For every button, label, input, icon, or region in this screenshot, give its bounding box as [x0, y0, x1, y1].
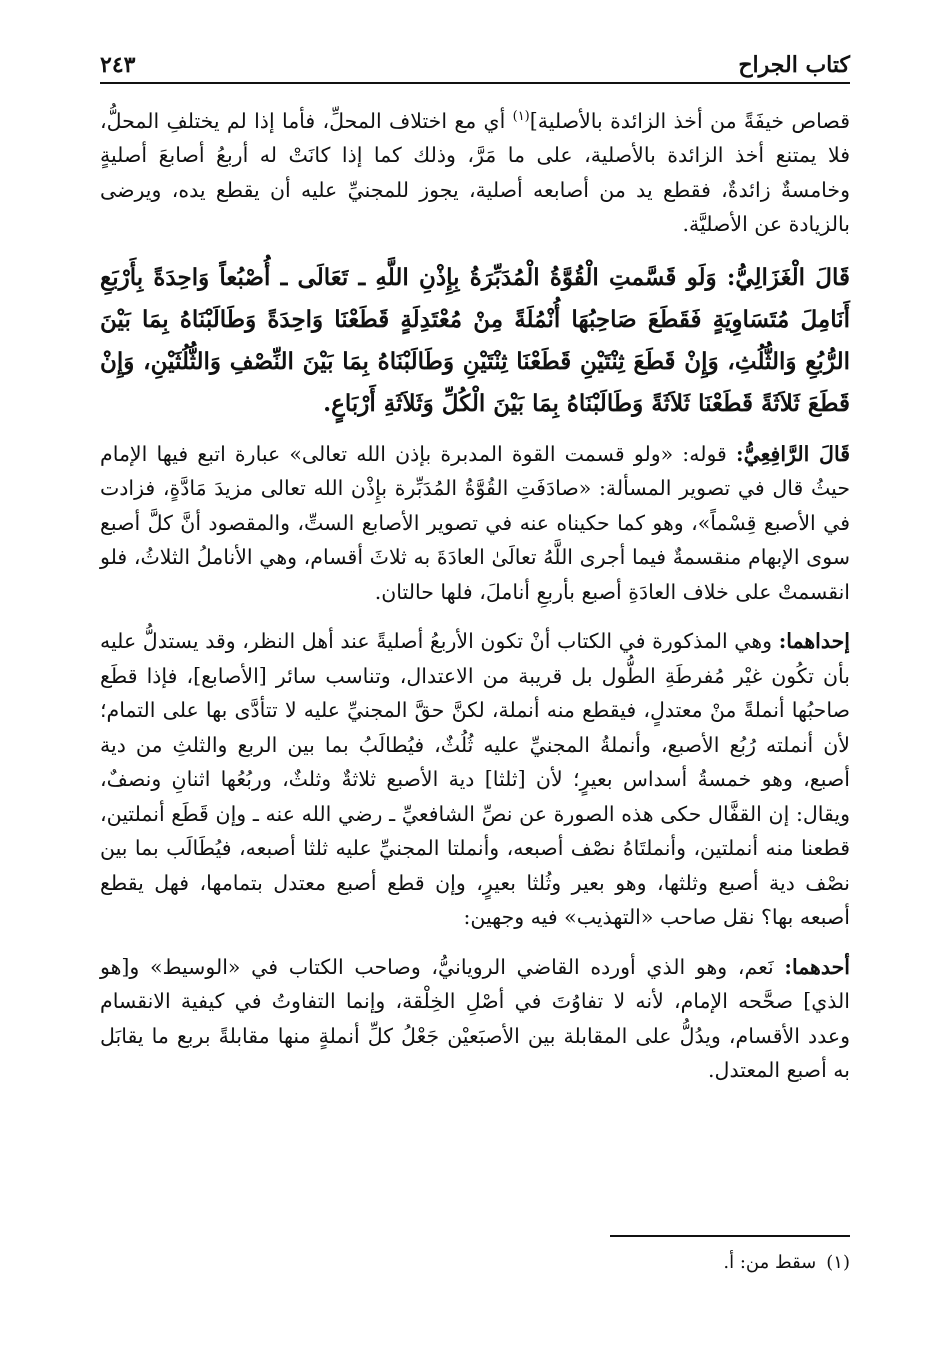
paragraph-4 — [100, 624, 850, 935]
paragraph-5-text: نَعم، وهو الذي أورده القاضي الرويانيُّ، وصاحب الكتاب في «الوسيط» و[هو الذي] صحَّحه الإمام، لأنه لا تفاوُتَ في أصْلِ الخِلْقة، وإنما التفاوتُ في كيفية الانقسام وعدد الأقسام، ويدُلُّ على المقابلة بين الأصبَعيْن جَعْلُ كلِّ أنملةٍ منها مقابلةً بربع ما يقابَل به أصبع المعتدل. — [100, 954, 850, 1083]
paragraph-1-text-a: قصاص خيفَةً من أخذ الزائدة بالأصلية] — [529, 108, 851, 133]
speaker-ihdahuma: إحداهما: — [778, 629, 850, 654]
speaker-ahaduhuma: أحدهما: — [784, 954, 850, 979]
paragraph-3 — [100, 437, 850, 610]
paragraph-4-text: وهي المذكورة في الكتاب أنْ تكون الأربعُ أصليةً عند أهل النظر، وقد يستدلُّ عليه بأن تكُون غيْر مُفرطَةِ الطُّول بل قريبة من الاعتدال، وتناسب سائر [الأصابع]، فإذا قطَع صاحبُها أنملةً منْ معتدلٍ، فيقطع منه أنملة، لكنَّ حقَّ المجنيِّ عليه لا تتأدَّى بها على التمام؛ لأن أنملته رُبُع الأصبع، وأنملةُ المجنيِّ عليه ثُلُثٌ، فيُطالَبُ بما بين الربع والثلثِ من دية أصبع، وهو خمسةُ أسداس بعيرٍ؛ لأن [ثلثا] دية الأصبع ثلاثةٌ وثلثٌ، وربُعُها اثنانِ ونصفٌ، ويقال: إن القفَّال حكى هذه الصورة عن نصِّ الشافعيِّ ـ رضي الله عنه ـ وإن قَطَع أنملتين، قطعنا منه أنملتين، وأنملتَاهُ نصْف أصبعه، وأنملتا المجنيِّ عليه ثلثا أصبعه، فيُطَالَب بما بين نصْف دية أصبع وثلثها، وهو بعير وثُلثا بعيرٍ، وإن قطع أصبع معتدل بتمامها، فهل يقطع أصبعه بها؟ نقل صاحب «التهذيب» فيه وجهين: — [100, 629, 850, 930]
page-number: ٢٤٣ — [100, 52, 136, 78]
footnote — [723, 1250, 850, 1276]
page-header — [100, 40, 850, 84]
paragraph-1 — [100, 100, 850, 242]
paragraph-3-text: قوله: «ولو قسمت القوة المدبرة بإذن الله تعالى» عبارة اتبع فيها الإمام حيثُ قال في تصوير المسألة: «صادَفَتِ القُوَّةُ المُدَبِّرة بإِذْن الله تعالى مزيدَ مَادَّةٍ، فزادت في الأصبع قِسْماً»، وهو كما حكيناه عنه في تصوير الأصابع الستِّ، والمقصود أنَّ كلَّ أصبع سوى الإبهام منقسمةٌ فيما أجرى اللَّهُ تعالَىٰ العادَةَ به ثلاثَ أقسام، وهي الأناملُ الثلاثُ، فلو انقسمتْ على خلاف العادَةِ أصبع بأربعِ أناملَ، فلها حالتان. — [100, 441, 850, 604]
running-title: كتاب الجراح — [738, 52, 850, 78]
paragraph-5 — [100, 950, 850, 1088]
footnote-divider — [610, 1235, 850, 1237]
speaker-rafii: قَالَ الرَّافِعِيُّ: — [736, 441, 851, 466]
page — [100, 40, 850, 1340]
main-text — [100, 100, 850, 1088]
footnote-marker[interactable]: (١) — [512, 109, 530, 124]
footnote-number: (١) — [826, 1252, 850, 1273]
paragraph-1-text-b: أي مع اختلاف المحلِّ، فأما إذا لم يختلفِ المحلُّ، فلا يمتنع أخذ الزائدة بالأصلية، على ما مَرَّ، وذلك كما إذا كانَتْ له أربعُ أصابعَ أصليةٍ وخامسةٌ زائدةٌ، فقطع يد من أصابعه أصلية، يجوز للمجنيِّ عليه أن يقطع يده، ويرضى بالزيادة عن الأصليَّة. — [100, 108, 850, 237]
speaker-ghazali: قَالَ الْغَزَالِيُّ: — [726, 263, 850, 291]
footnote-text: سقط من: أ. — [723, 1252, 817, 1273]
paragraph-2-matn — [100, 257, 850, 425]
paragraph-2-text: وَلَو قَسَّمتِ الْقُوَّةُ الْمُدَبِّرَةُ بِإِذْنِ اللَّهِ ـ تَعَالَى ـ أُصْبُعاً وَاحِدَةً بِأَرْبَعِ أَنَامِلَ مُتَسَاوِيَةٍ فَقَطَعَ صَاحِبُهَا أُنْمُلَةً مِنْ مُعْتَدِلَةٍ قَطَعْنَا وَاحِدَةً وَطَالَبْنَاهُ بِمَا بَيْنَ الرُّبُعِ وَالثُّلُثِ، وَإِنْ قَطَعَ ثِنْتَيْنِ قَطَعْنَا ثِنْتَيْنِ وَطَالَبْنَاهُ بِمَا بَيْنَ النِّصْفِ وَالثُّلُثَيْنِ، وَإِنْ قَطَعَ ثَلاَثَةً قَطَعْنَا ثَلاَثَةً وَطَالَبْنَاهُ بِمَا بَيْنَ الْكُلِّ وَثَلاَثَةِ أَرْبَاعٍ. — [100, 263, 850, 417]
